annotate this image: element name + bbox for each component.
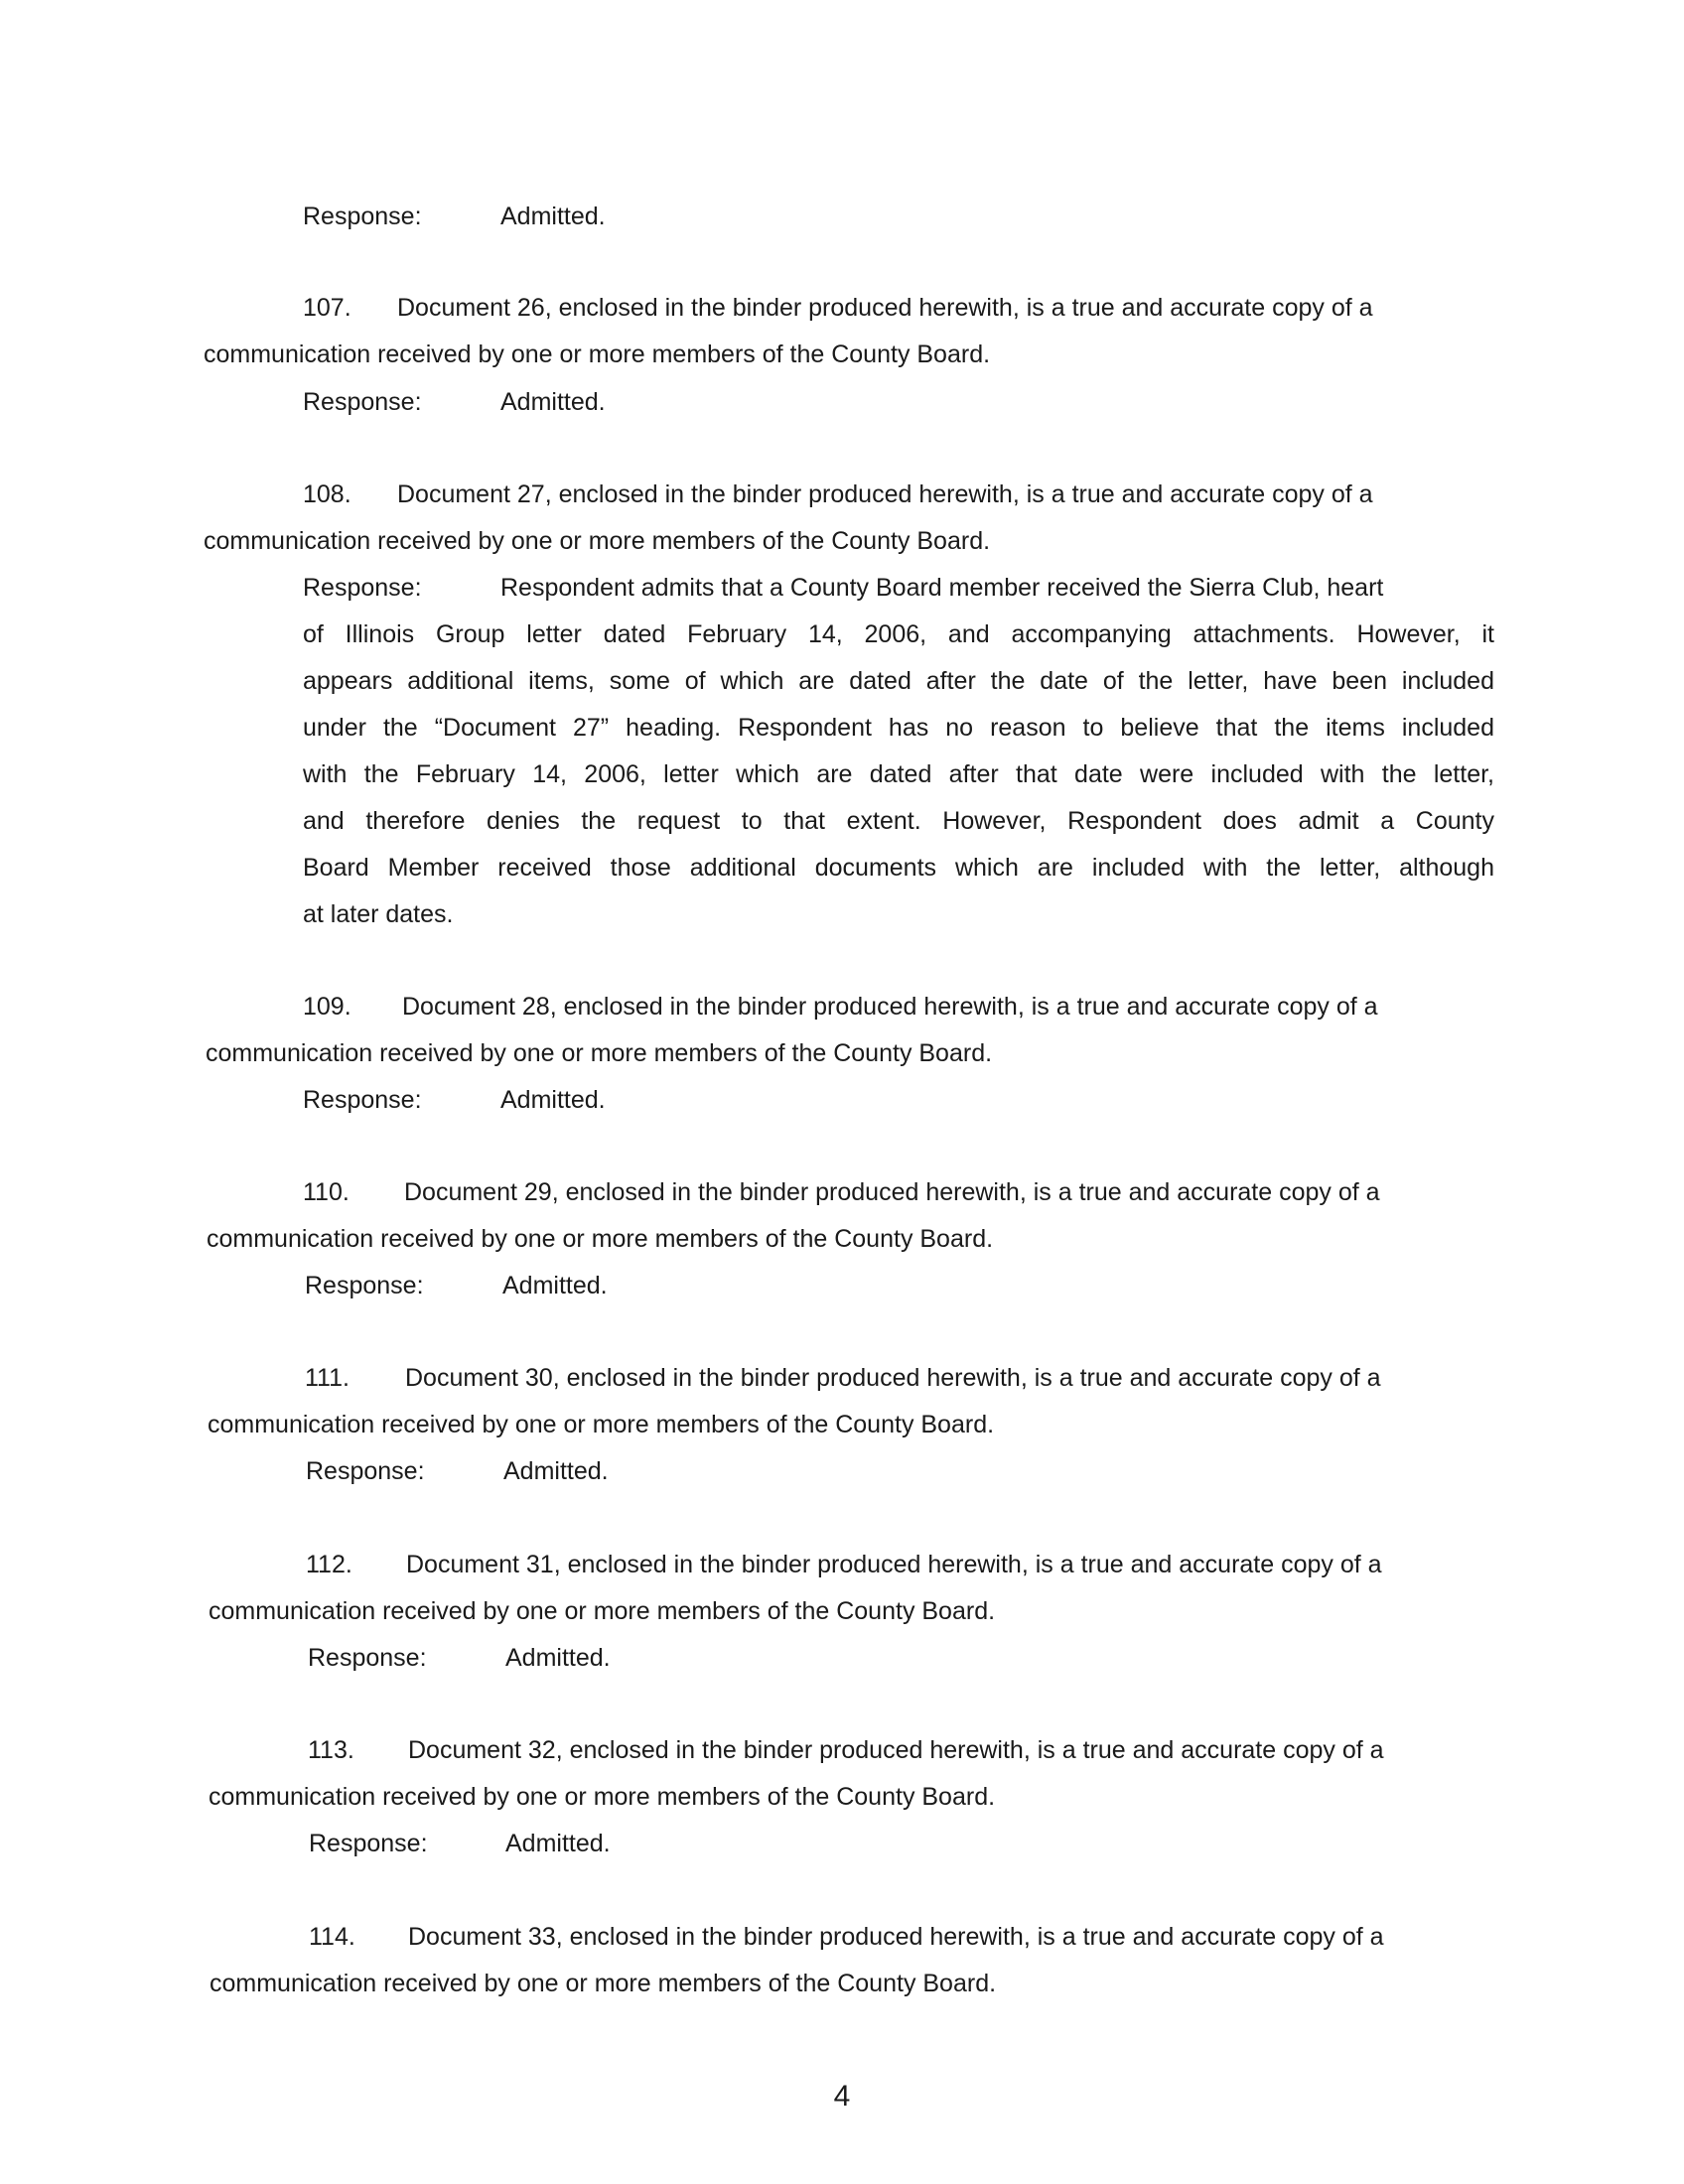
response-text-line: with the February 14, 2006, letter which are dated after that date were included with the letter, (303, 760, 1494, 788)
response-label: Response: (308, 1644, 427, 1672)
response-text: Admitted. (505, 1644, 611, 1672)
item-text-line: Document 33, enclosed in the binder produced herewith, is a true and accurate copy of a (408, 1923, 1384, 1951)
item-number: 112. (306, 1551, 352, 1578)
item-number: 108. (303, 480, 351, 508)
response-label: Response: (303, 388, 422, 416)
response-label: Response: (309, 1830, 428, 1857)
item-text-line: communication received by one or more members of the County Board. (204, 527, 991, 555)
item-text-line: Document 32, enclosed in the binder produced herewith, is a true and accurate copy of a (408, 1736, 1384, 1764)
page-number: 4 (833, 2080, 851, 2113)
response-text: Admitted. (500, 203, 606, 230)
response-label: Response: (303, 203, 422, 230)
item-number: 114. (309, 1923, 355, 1951)
response-text-line: of Illinois Group letter dated February 14, 2006, and accompanying attachments. However, it (303, 620, 1494, 648)
item-text-line: communication received by one or more members of the County Board. (206, 1039, 993, 1067)
response-text-line: and therefore denies the request to that extent. However, Respondent does admit a County (303, 807, 1494, 835)
response-label: Response: (303, 574, 422, 602)
response-text: Admitted. (502, 1272, 608, 1299)
item-number: 107. (303, 294, 351, 322)
item-text-line: communication received by one or more members of the County Board. (209, 1783, 996, 1811)
item-text-line: communication received by one or more members of the County Board. (204, 341, 991, 368)
item-number: 110. (303, 1178, 350, 1206)
response-text: Respondent admits that a County Board member received the Sierra Club, heart (500, 574, 1384, 602)
response-text: Admitted. (500, 388, 606, 416)
item-number: 111. (305, 1364, 350, 1392)
item-text-line: Document 26, enclosed in the binder produced herewith, is a true and accurate copy of a (397, 294, 1373, 322)
response-label: Response: (303, 1086, 422, 1114)
response-text-line: Board Member received those additional documents which are included with the letter, although (303, 854, 1494, 882)
response-text: Admitted. (500, 1086, 606, 1114)
item-text-line: Document 31, enclosed in the binder produced herewith, is a true and accurate copy of a (406, 1551, 1382, 1578)
item-number: 113. (308, 1736, 354, 1764)
response-text: Admitted. (505, 1830, 611, 1857)
response-text-line: at later dates. (303, 900, 454, 928)
item-text-line: communication received by one or more members of the County Board. (207, 1225, 994, 1253)
item-number: 109. (303, 993, 351, 1021)
response-text-line: appears additional items, some of which are dated after the date of the letter, have been included (303, 667, 1494, 695)
item-text-line: communication received by one or more members of the County Board. (209, 1597, 996, 1625)
response-text-line: under the “Document 27” heading. Respondent has no reason to believe that the items included (303, 714, 1494, 742)
item-text-line: Document 30, enclosed in the binder produced herewith, is a true and accurate copy of a (405, 1364, 1381, 1392)
response-text: Admitted. (503, 1457, 609, 1485)
item-text-line: Document 27, enclosed in the binder produced herewith, is a true and accurate copy of a (397, 480, 1373, 508)
response-label: Response: (305, 1272, 424, 1299)
item-text-line: communication received by one or more members of the County Board. (210, 1970, 997, 1997)
item-text-line: Document 29, enclosed in the binder produced herewith, is a true and accurate copy of a (404, 1178, 1380, 1206)
item-text-line: Document 28, enclosed in the binder produced herewith, is a true and accurate copy of a (402, 993, 1378, 1021)
response-label: Response: (306, 1457, 425, 1485)
item-text-line: communication received by one or more members of the County Board. (208, 1411, 995, 1438)
